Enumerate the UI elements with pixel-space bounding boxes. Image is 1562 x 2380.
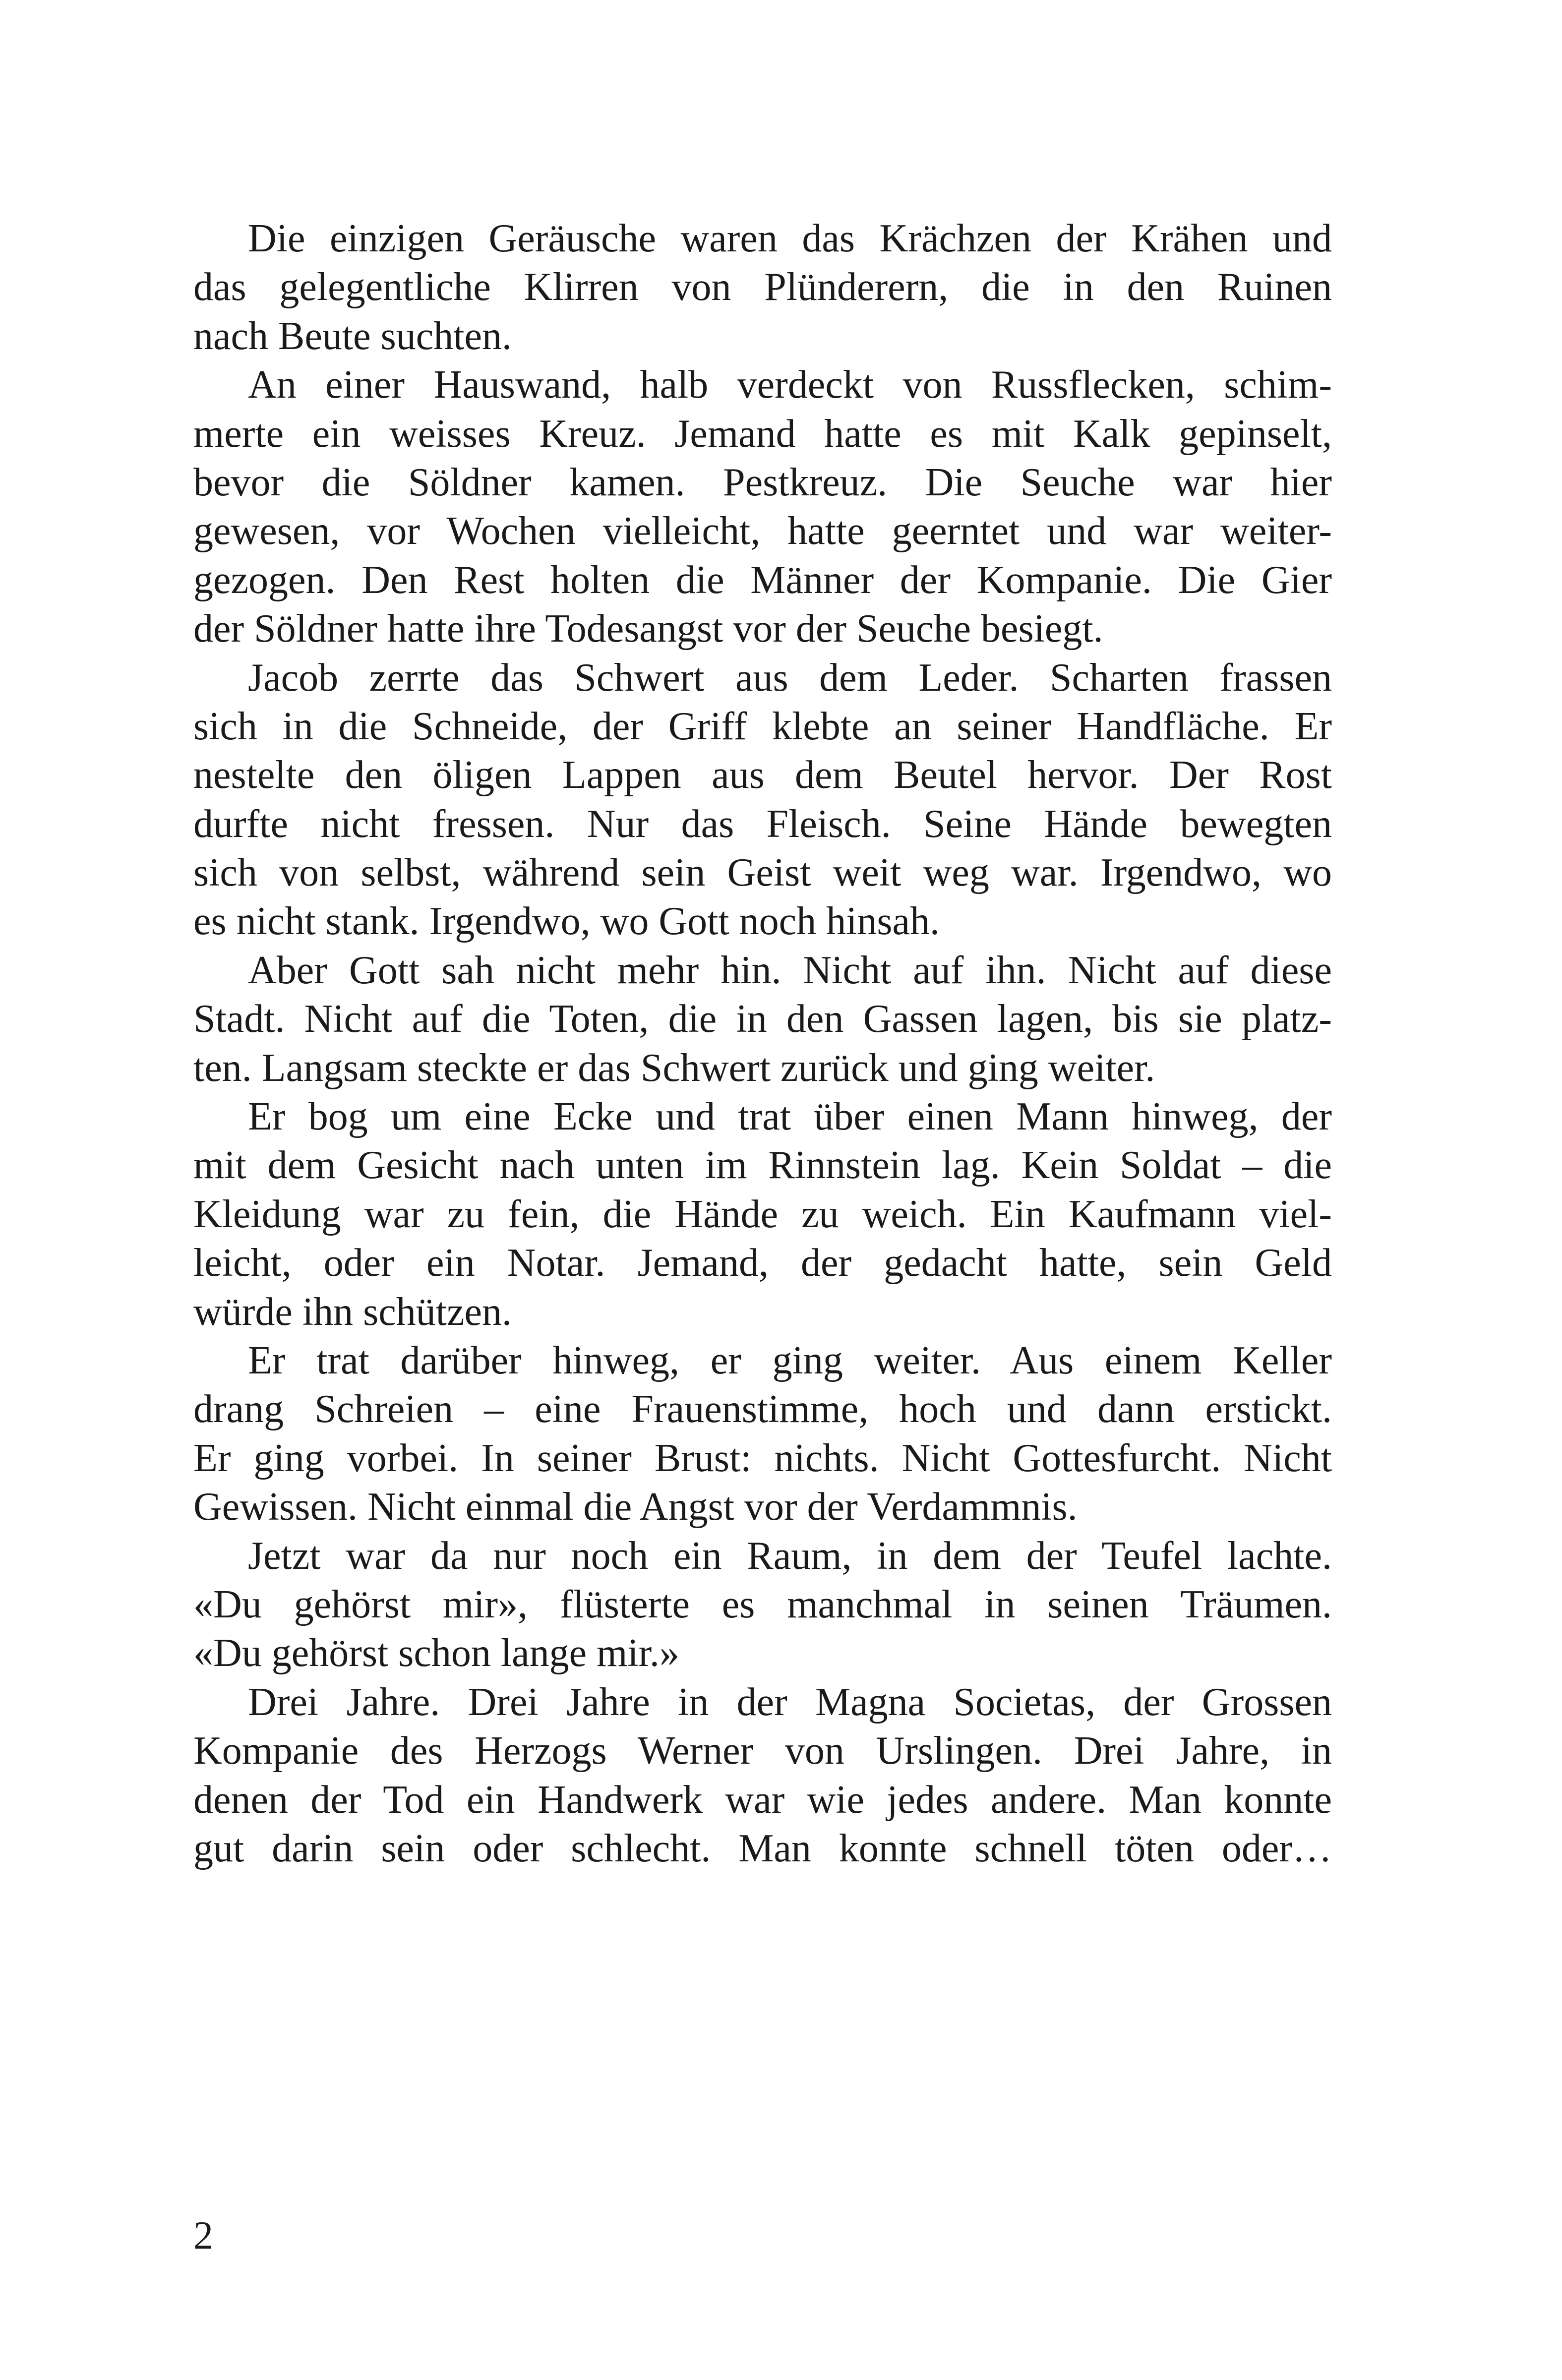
text-line: Drei Jahre. Drei Jahre in der Magna Societas, der Grossen bbox=[248, 1680, 1332, 1724]
body-text bbox=[193, 214, 1332, 1873]
text-line: gut darin sein oder schlecht. Man konnte schnell töten oder… bbox=[193, 1826, 1332, 1870]
paragraph bbox=[193, 214, 1332, 360]
paragraph bbox=[193, 654, 1332, 946]
page-number: 2 bbox=[193, 2214, 213, 2258]
text-line: Er trat darüber hinweg, er ging weiter. Aus einem Keller bbox=[248, 1338, 1332, 1382]
text-line: An einer Hauswand, halb verdeckt von Russflecken, schim- bbox=[248, 363, 1332, 407]
paragraph bbox=[193, 1092, 1332, 1336]
text-line: denen der Tod ein Handwerk war wie jedes andere. Man konnte bbox=[193, 1778, 1332, 1822]
paragraph bbox=[193, 1678, 1332, 1873]
text-line: das gelegentliche Klirren von Plünderern, die in den Ruinen bbox=[193, 265, 1332, 309]
text-line: Gewissen. Nicht einmal die Angst vor der Verdammnis. bbox=[193, 1485, 1078, 1529]
paragraph bbox=[193, 1532, 1332, 1678]
text-line: Jetzt war da nur noch ein Raum, in dem der Teufel lachte. bbox=[248, 1534, 1332, 1578]
text-line: drang Schreien – eine Frauenstimme, hoch und dann erstickt. bbox=[193, 1387, 1332, 1431]
text-line: Jacob zerrte das Schwert aus dem Leder. Scharten frassen bbox=[248, 655, 1332, 700]
text-line: Er ging vorbei. In seiner Brust: nichts. Nicht Gottesfurcht. Nicht bbox=[193, 1436, 1332, 1480]
text-line: sich in die Schneide, der Griff klebte an seiner Handfläche. Er bbox=[193, 704, 1332, 748]
paragraph bbox=[193, 360, 1332, 653]
text-line: «Du gehörst schon lange mir.» bbox=[193, 1631, 679, 1675]
text-line: Stadt. Nicht auf die Toten, die in den Gassen lagen, bis sie platz- bbox=[193, 997, 1332, 1041]
paragraph bbox=[193, 946, 1332, 1092]
text-line: Kleidung war zu fein, die Hände zu weich. Ein Kaufmann viel- bbox=[193, 1192, 1332, 1236]
text-line: sich von selbst, während sein Geist weit weg war. Irgendwo, wo bbox=[193, 851, 1332, 895]
text-line: merte ein weisses Kreuz. Jemand hatte es mit Kalk gepinselt, bbox=[193, 412, 1332, 456]
text-line: Aber Gott sah nicht mehr hin. Nicht auf ihn. Nicht auf diese bbox=[248, 948, 1332, 992]
text-line: nestelte den öligen Lappen aus dem Beutel hervor. Der Rost bbox=[193, 753, 1332, 797]
text-line: «Du gehörst mir», flüsterte es manchmal in seinen Träumen. bbox=[193, 1582, 1332, 1626]
text-line: es nicht stank. Irgendwo, wo Gott noch hinsah. bbox=[193, 899, 940, 944]
text-line: der Söldner hatte ihre Todesangst vor der Seuche besiegt. bbox=[193, 607, 1103, 651]
text-line: bevor die Söldner kamen. Pestkreuz. Die Seuche war hier bbox=[193, 460, 1332, 504]
text-line: ten. Langsam steckte er das Schwert zurück und ging weiter. bbox=[193, 1046, 1155, 1090]
text-line: durfte nicht fressen. Nur das Fleisch. Seine Hände bewegten bbox=[193, 802, 1332, 846]
text-line: gewesen, vor Wochen vielleicht, hatte geerntet und war weiter- bbox=[193, 509, 1332, 553]
text-line: leicht, oder ein Notar. Jemand, der gedacht hatte, sein Geld bbox=[193, 1241, 1332, 1285]
text-line: Die einzigen Geräusche waren das Krächzen der Krähen und bbox=[248, 217, 1332, 260]
text-line: Kompanie des Herzogs Werner von Urslingen. Drei Jahre, in bbox=[193, 1729, 1332, 1773]
text-line: nach Beute suchten. bbox=[193, 314, 512, 358]
text-line: Er bog um eine Ecke und trat über einen Mann hinweg, der bbox=[248, 1095, 1332, 1139]
text-line: gezogen. Den Rest holten die Männer der Kompanie. Die Gier bbox=[193, 558, 1332, 602]
text-line: würde ihn schützen. bbox=[193, 1290, 512, 1334]
paragraph bbox=[193, 1336, 1332, 1532]
text-line: mit dem Gesicht nach unten im Rinnstein lag. Kein Soldat – die bbox=[193, 1143, 1332, 1188]
